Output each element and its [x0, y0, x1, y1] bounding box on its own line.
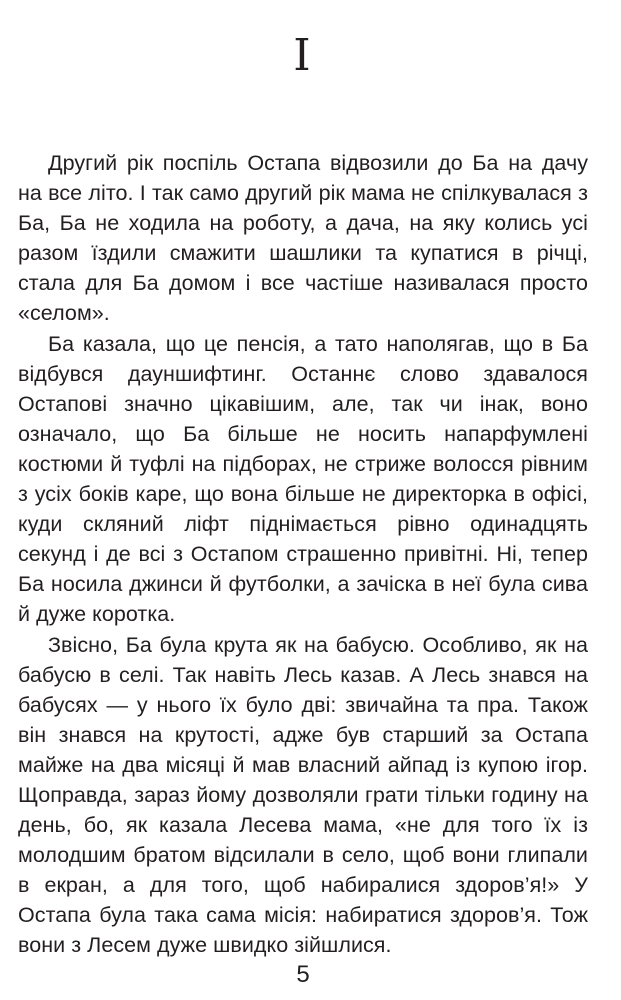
page-number: 5 — [296, 961, 310, 988]
paragraph-3: Звісно, Ба була крута як на бабусю. Особливо, як на бабусю в селі. Так навіть Лесь казав. А Лесь знався на бабусях — у нього їх було дві: звичайна та пра. Також він знався на крутості, адже був старший за Остапа майже на два місяці й мав власний айпад із купою ігор. Щоправда, зараз йому дозволяли грати тільки годину на день, бо, як казала Лесева мама, «не для того їх із молодшим братом відсилали в село, щоб вони глипали в екран, а для того, щоб набиралися здоров’я!» У Остапа була така сама місія: набиратися здоров’я. Тож вони з Лесем дуже швидко зійшлися. — [18, 632, 588, 958]
chapter-heading — [0, 28, 604, 84]
paragraph-1: Другий рік поспіль Остапа відвозили до Ба на дачу на все літо. І так само другий рік мама не спілкувалася з Ба, Ба не ходила на роботу, а дача, на яку колись усі разом їздили смажити шашлики та купатися в річці, стала для Ба домом і все частіше називалася просто «селом». — [18, 151, 588, 326]
chapter-numeral: I — [293, 30, 311, 81]
paragraph-2: Ба казала, що це пенсія, а тато наполягав, що в Ба відбувся дауншифтинг. Останнє слово здавалося Остапові значно цікавішим, але, так чи інак, воно означало, що Ба більше не носить напарфумлені костюми й туфлі на підборах, не стриже волосся рівним з усіх боків каре, що вона більше не директорка в офісі, куди скляний ліфт піднімається рівно одинадцять секунд і де всі з Остапом страшенно привітні. Ні, тепер Ба носила джинси й футболки, а зачіска в неї була сива й дуже коротка. — [18, 331, 588, 627]
chapter-body — [18, 148, 588, 961]
